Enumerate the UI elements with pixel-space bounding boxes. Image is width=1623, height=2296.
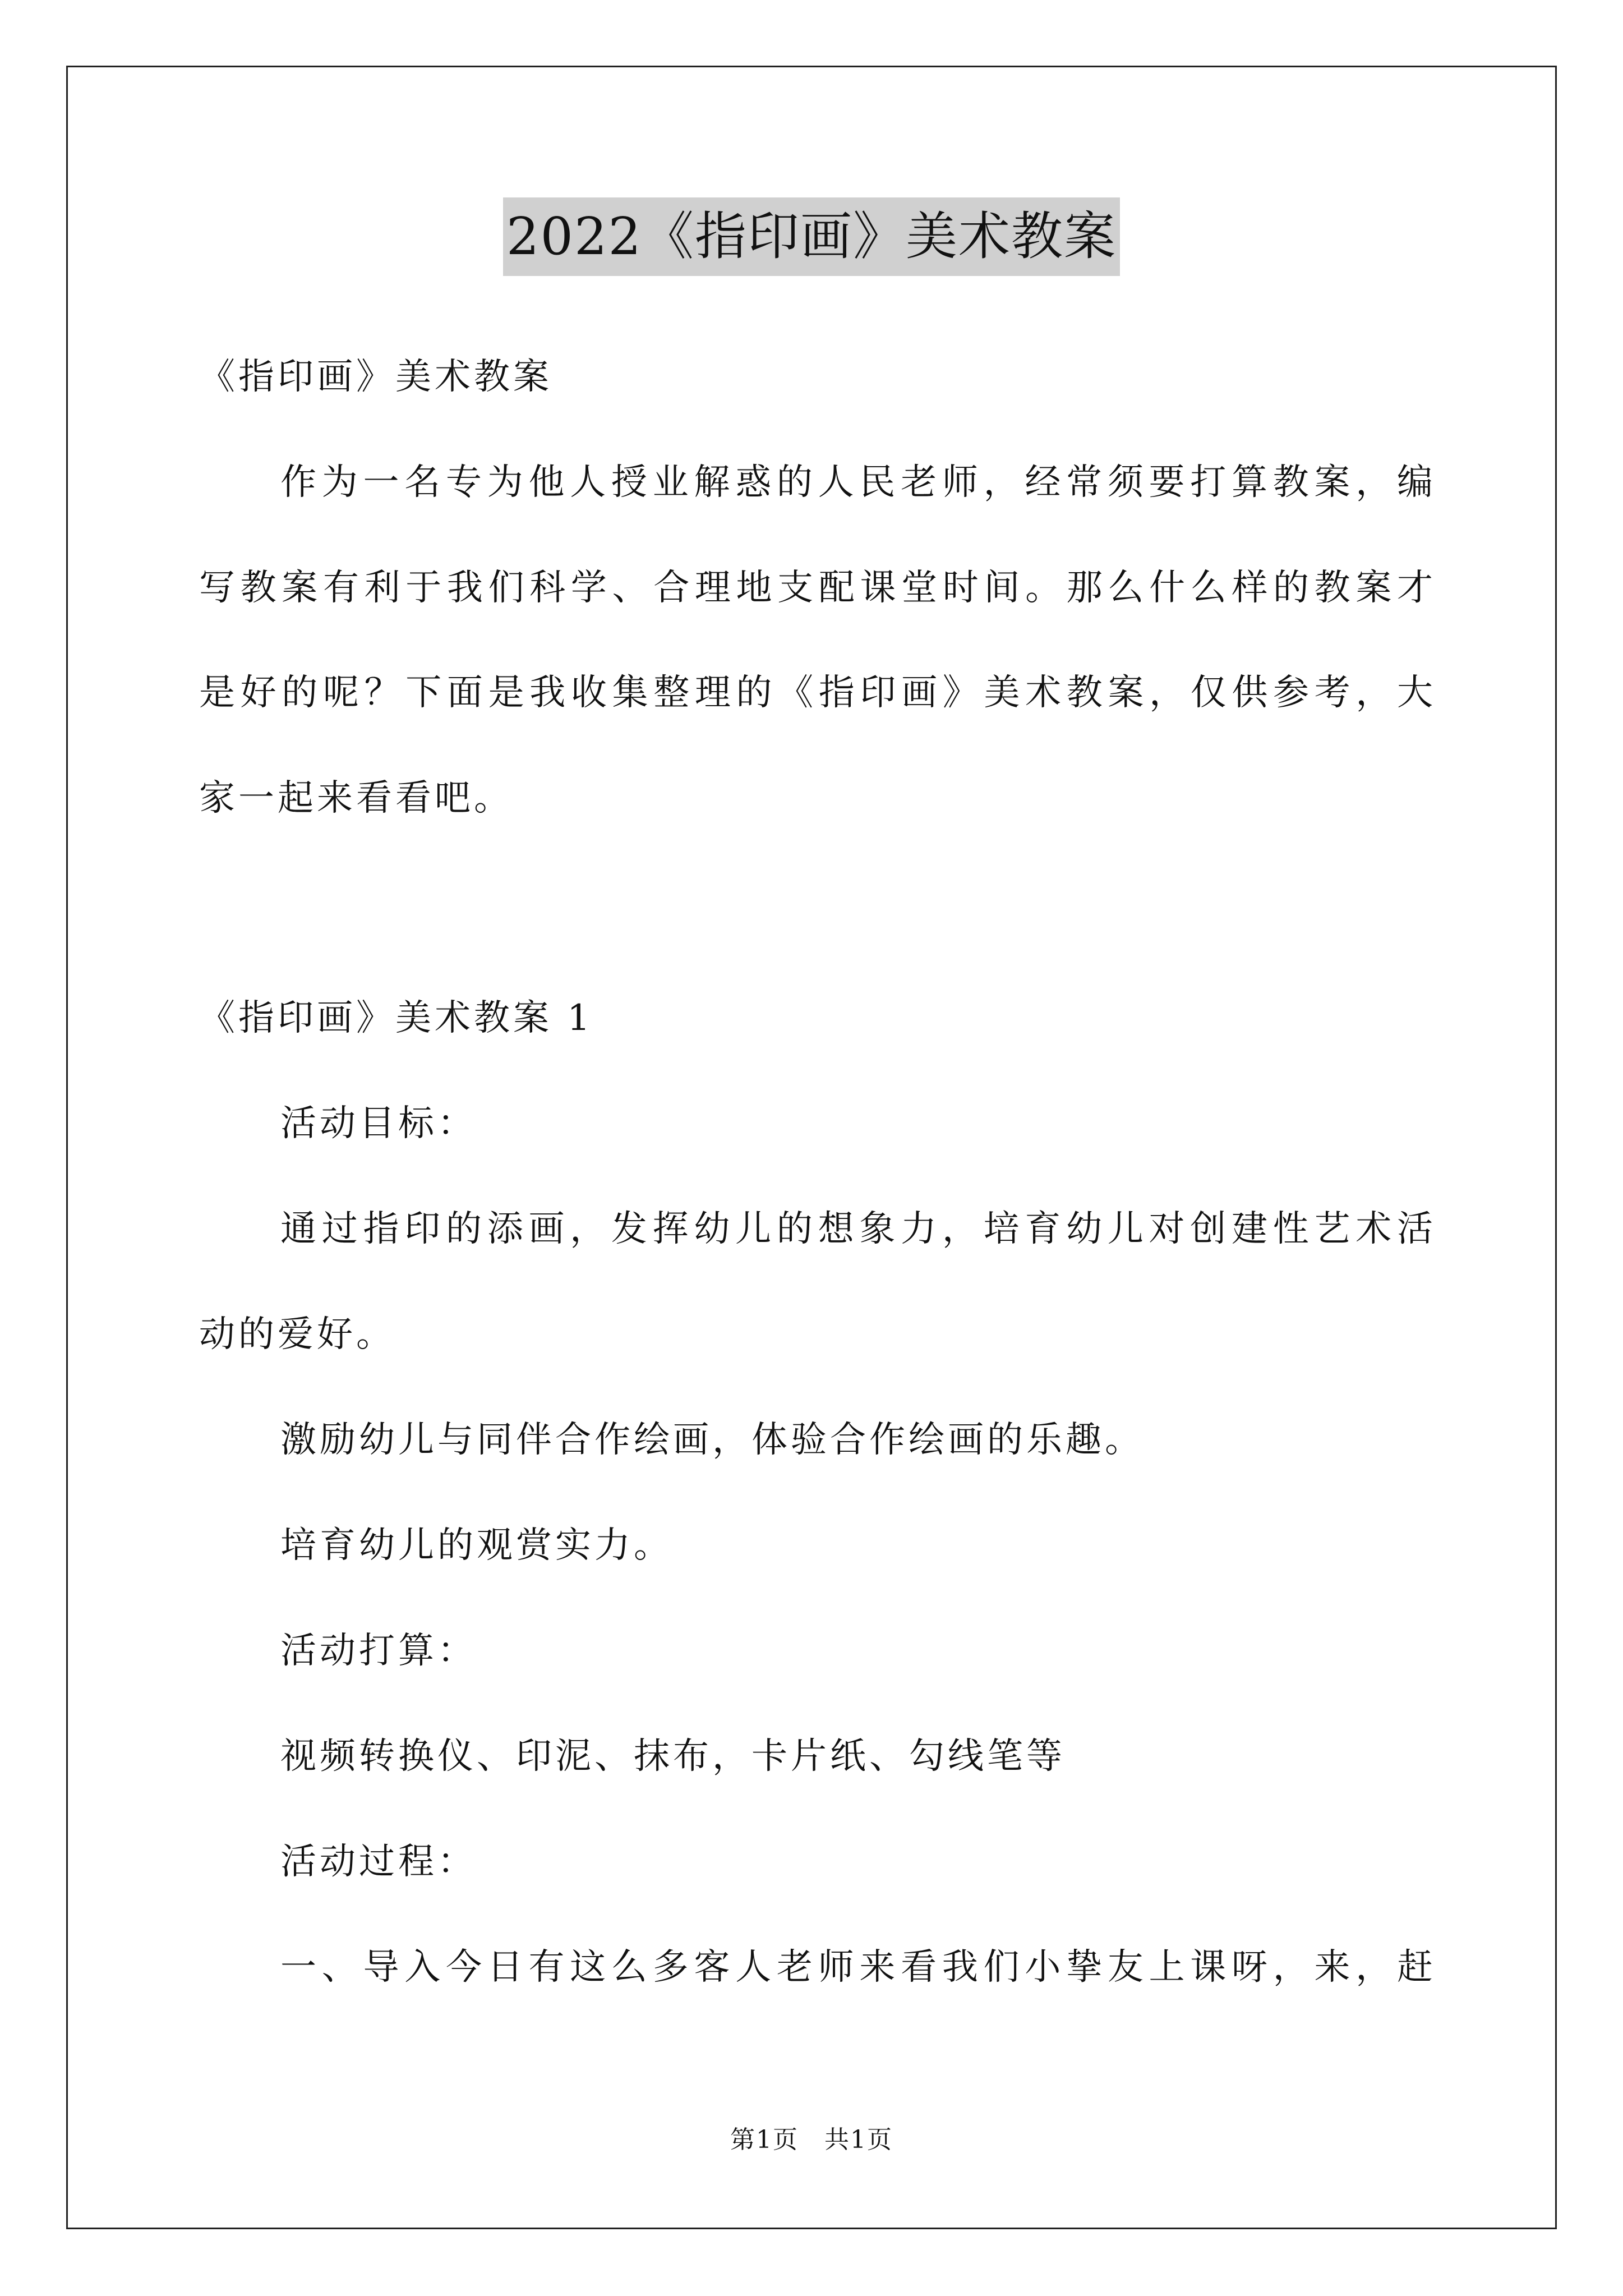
intro-line-1: 作为一名专为他人授业解惑的人民老师，经常须要打算教案，编 (280, 462, 1433, 503)
intro-line-4: 家一起来看看吧。 (199, 777, 513, 819)
intro-line-2: 写教案有利于我们科学、合理地支配课堂时间。那么什么样的教案才 (199, 567, 1433, 609)
intro-line-3: 是好的呢？下面是我收集整理的《指印画》美术教案，仅供参考，大 (199, 672, 1433, 714)
goal-3: 培育幼儿的观赏实力。 (280, 1525, 673, 1566)
section-heading: 《指印画》美术教案 1 (199, 997, 594, 1039)
document-subtitle: 《指印画》美术教案 (199, 356, 552, 398)
title-container (0, 197, 1623, 276)
process-heading: 活动过程： (280, 1841, 477, 1883)
goal-line-2: 动的爱好。 (199, 1314, 395, 1355)
page-footer: 第1页 共1页 (730, 2125, 893, 2154)
goal-line-1: 通过指印的添画，发挥幼儿的想象力，培育幼儿对创建性艺术活 (280, 1208, 1433, 1250)
goal-heading: 活动目标： (280, 1103, 477, 1144)
goal-2: 激励幼儿与同伴合作绘画，体验合作绘画的乐趣。 (280, 1419, 1144, 1461)
document-title: 2022《指印画》美术教案 (503, 197, 1120, 276)
prep-heading: 活动打算： (280, 1630, 477, 1672)
process-line: 一、导入今日有这么多客人老师来看我们小挚友上课呀，来，赶 (280, 1947, 1433, 1988)
prep-text: 视频转换仪、印泥、抹布，卡片纸、勾线笔等 (280, 1736, 1066, 1777)
